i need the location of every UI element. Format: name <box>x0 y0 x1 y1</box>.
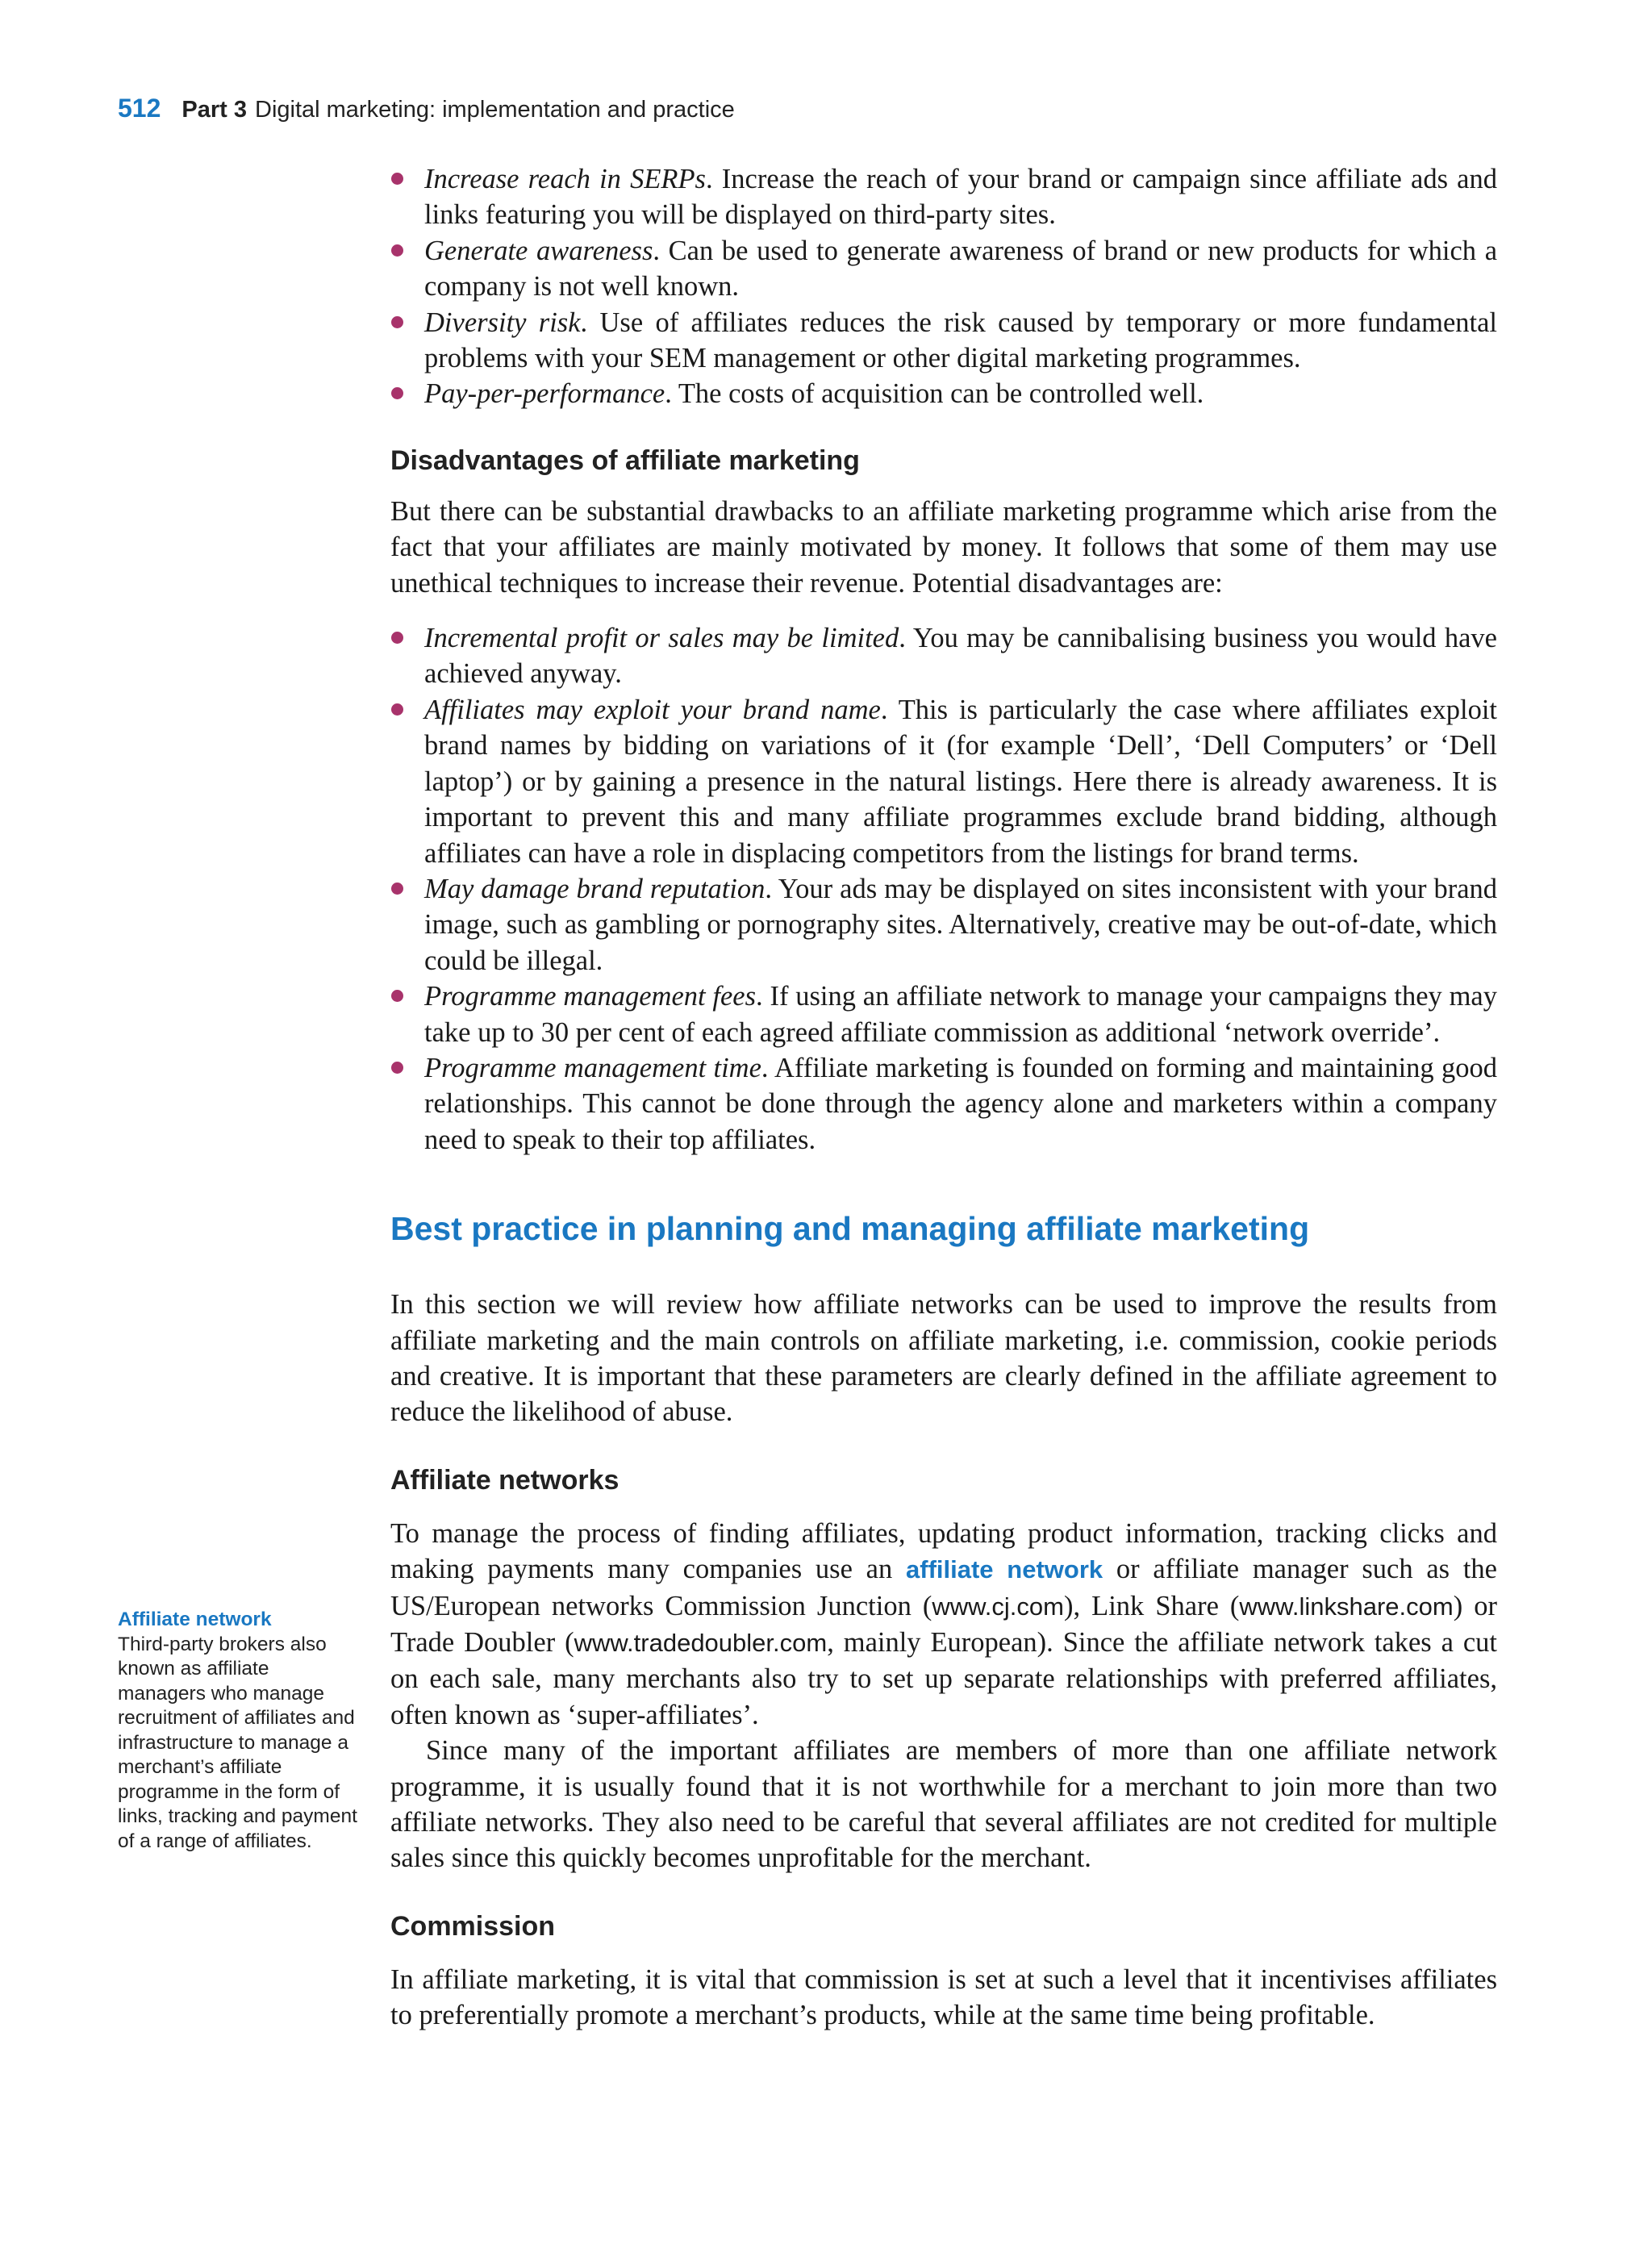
list-item <box>390 376 1497 411</box>
bullet-term: Pay-per-performance <box>424 378 665 410</box>
affiliate-networks-paragraph-2: Since many of the important affiliates are members of more than one affiliate network programme, it is usually found that it is not worthwhile for a merchant to join more than two affiliate networks. They also need to be careful that several affiliates are not credited for multiple sales since this quickly becomes unprofitable for the merchant. <box>390 1735 1497 1874</box>
list-item <box>390 305 1497 377</box>
url-tradedoubler: www.tradedoubler.com <box>574 1629 828 1657</box>
url-linkshare: www.linkshare.com <box>1239 1592 1454 1621</box>
bullet-text: . Your ads may be displayed on sites inconsistent with your brand image, such as gambling or pornography sites. Alternatively, creative may be out-of-date, which could be illegal. <box>424 873 1498 976</box>
text-run: or affiliate manager such as the US/European networks Commission Junction ( <box>390 1554 1497 1621</box>
bullet-icon <box>391 387 403 399</box>
list-item <box>390 620 1497 692</box>
list-item <box>390 979 1497 1050</box>
list-item <box>390 871 1497 979</box>
bullet-term: Increase reach in SERPs <box>424 164 706 194</box>
main-text-column <box>390 161 1497 2034</box>
bullet-icon <box>391 883 403 895</box>
disadvantages-list <box>390 620 1497 1158</box>
url-cj: www.cj.com <box>932 1592 1064 1621</box>
bullet-term: Diversity risk <box>424 307 581 338</box>
page-number: 512 <box>118 94 161 123</box>
part-title: Digital marketing: implementation and practice <box>255 97 735 123</box>
text-run: To manage the process of finding affiliates, updating product information, tracking clicks and making payments many companies use an <box>390 1517 1497 1585</box>
bullet-term: May damage brand reputation <box>424 873 766 904</box>
list-item <box>390 1050 1497 1158</box>
bullet-text: . Increase the reach of your brand or campaign since affiliate ads and links featuring you will be displayed on third-party sites. <box>424 164 1497 231</box>
bullet-term: Generate awareness <box>424 235 653 266</box>
list-item <box>390 233 1497 305</box>
bullet-term: Programme management fees <box>424 981 757 1012</box>
bullet-icon <box>391 1062 403 1074</box>
key-term: affiliate network <box>906 1555 1103 1584</box>
bullet-text: . If using an affiliate network to manage your campaigns they may take up to 30 per cent of each agreed affiliate commission as additional ‘network override’. <box>424 981 1497 1048</box>
bullet-term: Incremental profit or sales may be limited <box>424 623 899 654</box>
margin-glossary-note <box>118 1608 360 1854</box>
affiliate-networks-paragraph-1 <box>390 1516 1497 1733</box>
bullet-icon <box>391 244 403 257</box>
bullet-term: Programme management time <box>424 1052 761 1083</box>
affiliate-networks-heading: Affiliate networks <box>390 1464 620 1496</box>
bullet-icon <box>391 990 403 1002</box>
part-label: Part 3 <box>181 97 247 123</box>
disadvantages-heading: Disadvantages of affiliate marketing <box>390 444 860 476</box>
glossary-definition: Third-party brokers also known as affiliate managers who manage recruitment of affiliates and infrastructure to manage a merchant’s affiliate programme in the form of links, tracking and payment of a range of affiliates. <box>118 1633 357 1852</box>
text-run: , mainly European). Since the affiliate network takes a cut on each sale, many merchants also try to set up separate relationships with preferred affiliates, often known as ‘super-affiliates’. <box>390 1627 1497 1730</box>
bullet-text: . The costs of acquisition can be controlled well. <box>665 378 1204 410</box>
bullet-term: Affiliates may exploit your brand name <box>424 694 881 725</box>
bullet-icon <box>391 632 403 644</box>
bullet-icon <box>391 703 403 716</box>
text-run: ), Link Share ( <box>1063 1590 1240 1621</box>
bullet-text: . This is particularly the case where affiliates exploit brand names by bidding on variations of it (for example ‘Dell’, ‘Dell Computers’ or ‘Dell laptop’) or by gaining a presence in the natural listings. Here there is already awareness. It is important to prevent this and many affiliate programmes exclude brand bidding, although affiliates can have a role in displacing competitors from the listings for brand terms. <box>424 694 1497 869</box>
list-item <box>390 692 1497 871</box>
glossary-term: Affiliate network <box>118 1609 272 1630</box>
advantages-list <box>390 161 1497 412</box>
bullet-text: . Can be used to generate awareness of brand or new products for which a company is not well known. <box>424 235 1498 303</box>
bullet-text: . You may be cannibalising business you would have achieved anyway. <box>424 623 1497 690</box>
list-item <box>390 161 1497 233</box>
disadvantages-intro: But there can be substantial drawbacks to an affiliate marketing programme which arise from the fact that your affiliates are mainly motivated by money. It follows that some of them may use unethical techniques to increase their revenue. Potential disadvantages are: <box>390 495 1497 599</box>
bullet-icon <box>391 173 403 185</box>
commission-paragraph: In affiliate marketing, it is vital that commission is set at such a level that it incentivises affiliates to preferentially promote a merchant’s products, while at the same time being profitable. <box>390 1963 1497 2031</box>
bullet-text: . Use of affiliates reduces the risk caused by temporary or more fundamental problems with your SEM management or other digital marketing programmes. <box>424 307 1497 374</box>
commission-heading: Commission <box>390 1910 556 1942</box>
running-head <box>118 94 735 123</box>
text-run: ) or Trade Doubler ( <box>390 1590 1497 1658</box>
best-practice-intro: In this section we will review how affiliate networks can be used to improve the results from affiliate marketing and the main controls on affiliate marketing, i.e. commission, cookie periods and creative. It is important that these parameters are clearly defined in the affiliate agreement to reduce the likelihood of abuse. <box>390 1289 1497 1428</box>
bullet-text: . Affiliate marketing is founded on forming and maintaining good relationships. This cannot be done through the agency alone and marketers within a company need to speak to their top affiliates. <box>424 1052 1497 1155</box>
section-heading: Best practice in planning and managing affiliate marketing <box>390 1210 1310 1248</box>
bullet-icon <box>391 316 403 328</box>
